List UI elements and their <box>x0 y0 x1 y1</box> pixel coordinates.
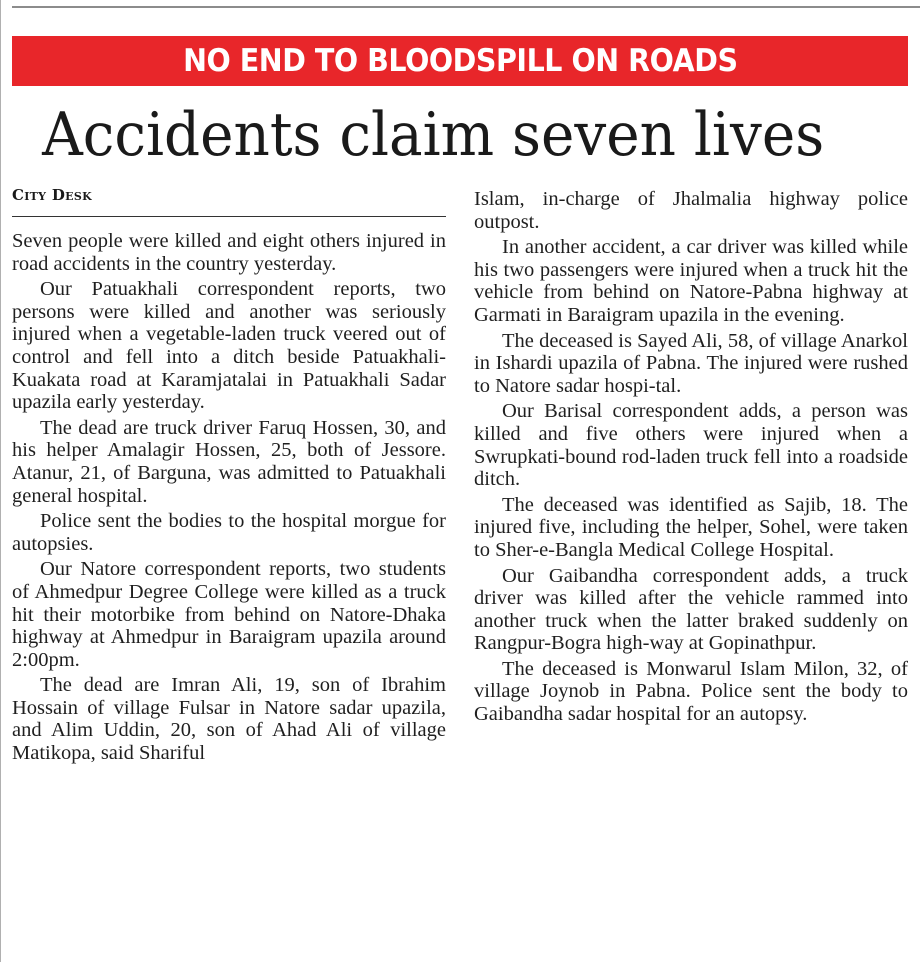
paragraph: Police sent the bodies to the hospital morgue for autopsies. <box>12 510 446 555</box>
article-column-left <box>12 230 446 955</box>
paragraph-continuation: Islam, in-charge of Jhalmalia highway police outpost. <box>474 188 908 233</box>
kicker-text: NO END TO BLOODSPILL ON ROADS <box>182 43 738 79</box>
paragraph: The deceased is Monwarul Islam Milon, 32, of village Joynob in Pabna. Police sent the body to Gaibandha sadar hospital for an autopsy. <box>474 657 908 726</box>
kicker-banner <box>12 36 908 86</box>
paragraph: Seven people were killed and eight others injured in road accidents in the country yesterday. <box>12 230 446 275</box>
paragraph: The dead are truck driver Faruq Hossen, 30, and his helper Amalagir Hossen, 25, both of Jessore. Atanur, 21, of Barguna, was admitted to Patuakhali general hospital. <box>12 416 446 507</box>
byline: City Desk <box>12 186 446 217</box>
article-column-right <box>474 188 908 958</box>
paragraph: Our Patuakhali correspondent reports, two persons were killed and another was seriously injured when a vegetable-laden truck veered out of control and fell into a ditch beside Patuakhali-Kuakata road at Karamjatalai in Patuakhali Sadar upazila early yesterday. <box>12 278 446 414</box>
paragraph: The dead are Imran Ali, 19, son of Ibrahim Hossain of village Fulsar in Natore sadar upazila, and Alim Uddin, 20, son of Ahad Ali of village Matikopa, said Shariful <box>12 674 446 765</box>
paragraph: The deceased is Sayed Ali, 58, of village Anarkol in Ishardi upazila of Pabna. The injured were rushed to Natore sadar hospi-tal. <box>474 329 908 397</box>
paragraph: Our Natore correspondent reports, two students of Ahmedpur Degree College were killed as a truck hit their motorbike from behind on Natore-Dhaka highway at Ahmedpur in Baraigram upazila around 2:00pm. <box>12 558 446 671</box>
paragraph: In another accident, a car driver was killed while his two passengers were injured when a truck hit the vehicle from behind on Natore-Pabna highway at Garmati in Baraigram upazila in the evening. <box>474 236 908 326</box>
paragraph: Our Gaibandha correspondent adds, a truck driver was killed after the vehicle rammed into another truck when the latter braked suddenly on Rangpur-Bogra high-way at Gopinathpur. <box>474 564 908 655</box>
paragraph: The deceased was identified as Sajib, 18. The injured five, including the helper, Sohel, were taken to Sher-e-Bangla Medical College Hospital. <box>474 493 908 561</box>
top-rule <box>12 6 920 8</box>
paragraph: Our Barisal correspondent adds, a person was killed and five others were injured when a Swrupkati-bound rod-laden truck fell into a roadside ditch. <box>474 400 908 491</box>
headline: Accidents claim seven lives <box>42 100 825 170</box>
page-edge-rule <box>0 0 1 962</box>
